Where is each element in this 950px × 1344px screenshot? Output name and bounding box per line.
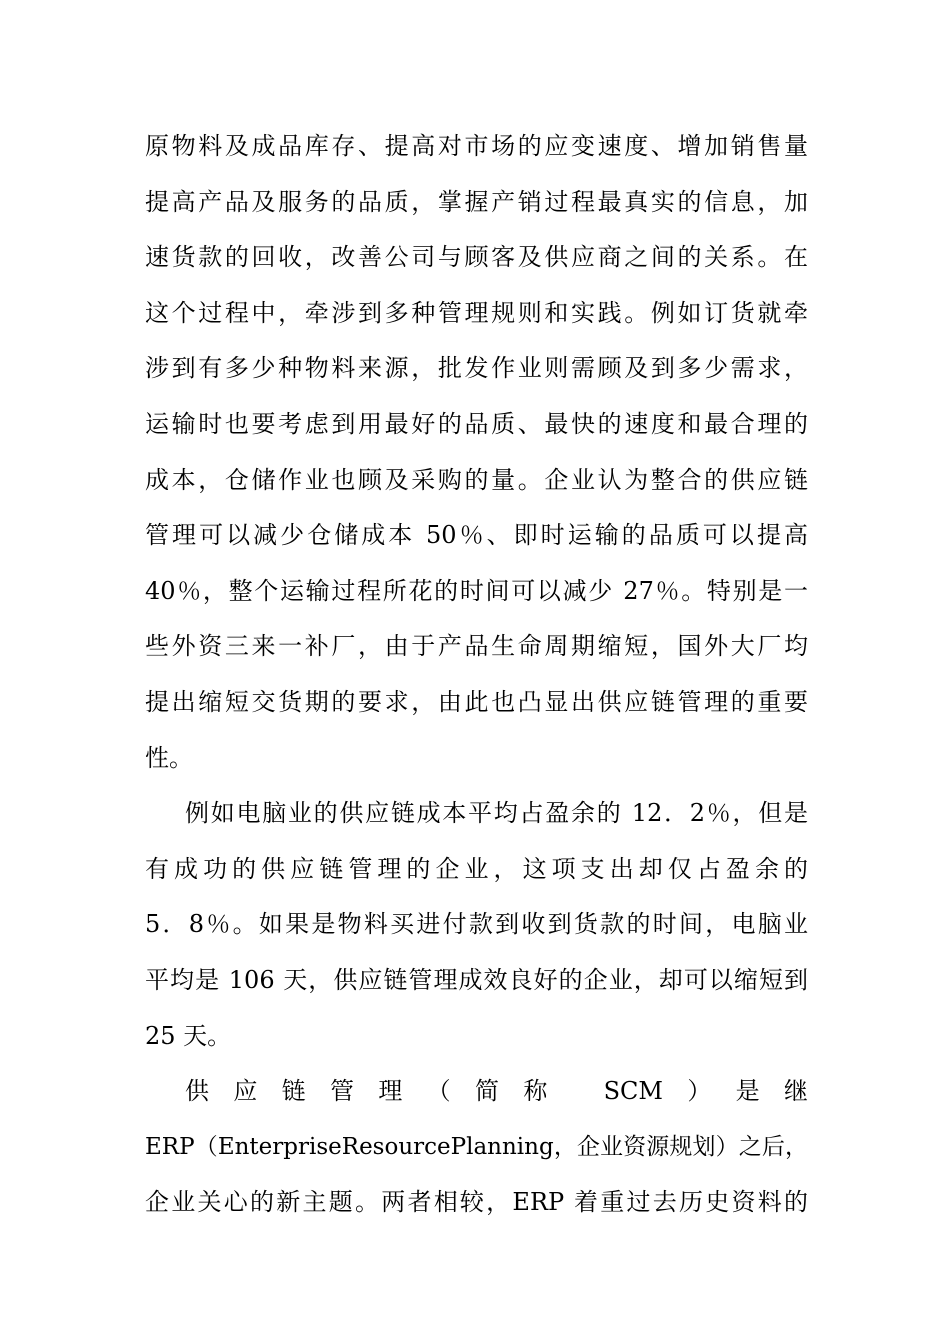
text-line: 25 天。 xyxy=(145,1021,232,1050)
text-line: 成本，仓储作业也顾及采购的量。企业认为整合的供应链 xyxy=(145,465,808,494)
text-line: 管理可以减少仓储成本 50％、即时运输的品质可以提高 xyxy=(145,521,808,550)
paragraph-first-line: 供应链管理（简称 SCM）是继 xyxy=(185,1077,808,1106)
text-line: 5．8％。如果是物料买进付款到收到货款的时间，电脑业 xyxy=(145,910,808,939)
text-line: 40％，整个运输过程所花的时间可以减少 27％。特别是一 xyxy=(145,576,808,605)
text-line: 平均是 106 天，供应链管理成效良好的企业，却可以缩短到 xyxy=(145,965,808,994)
text-line: 运输时也要考虑到用最好的品质、最快的速度和最合理的 xyxy=(145,409,808,438)
text-line: 性。 xyxy=(145,743,193,772)
text-line: 提出缩短交货期的要求，由此也凸显出供应链管理的重要 xyxy=(145,687,808,716)
paragraph-first-line: 例如电脑业的供应链成本平均占盈余的 12．2％，但是 xyxy=(185,799,808,828)
text-line: 这个过程中，牵涉到多种管理规则和实践。例如订货就牵 xyxy=(145,298,808,327)
text-line: 速货款的回收，改善公司与顾客及供应商之间的关系。在 xyxy=(145,243,808,272)
body-text xyxy=(145,124,808,1236)
text-line: 提高产品及服务的品质，掌握产销过程最真实的信息，加 xyxy=(145,187,808,216)
text-line: 涉到有多少种物料来源，批发作业则需顾及到多少需求， xyxy=(145,354,808,383)
text-line: ERP（EnterpriseResourcePlanning，企业资源规划）之后， xyxy=(145,1133,808,1160)
text-line: 些外资三来一补厂，由于产品生命周期缩短，国外大厂均 xyxy=(145,632,808,661)
text-line: 企业关心的新主题。两者相较，ERP 着重过去历史资料的 xyxy=(145,1188,808,1217)
text-line: 原物料及成品库存、提高对市场的应变速度、增加销售量 xyxy=(145,132,808,160)
text-line: 有成功的供应链管理的企业，这项支出却仅占盈余的 xyxy=(145,854,808,883)
